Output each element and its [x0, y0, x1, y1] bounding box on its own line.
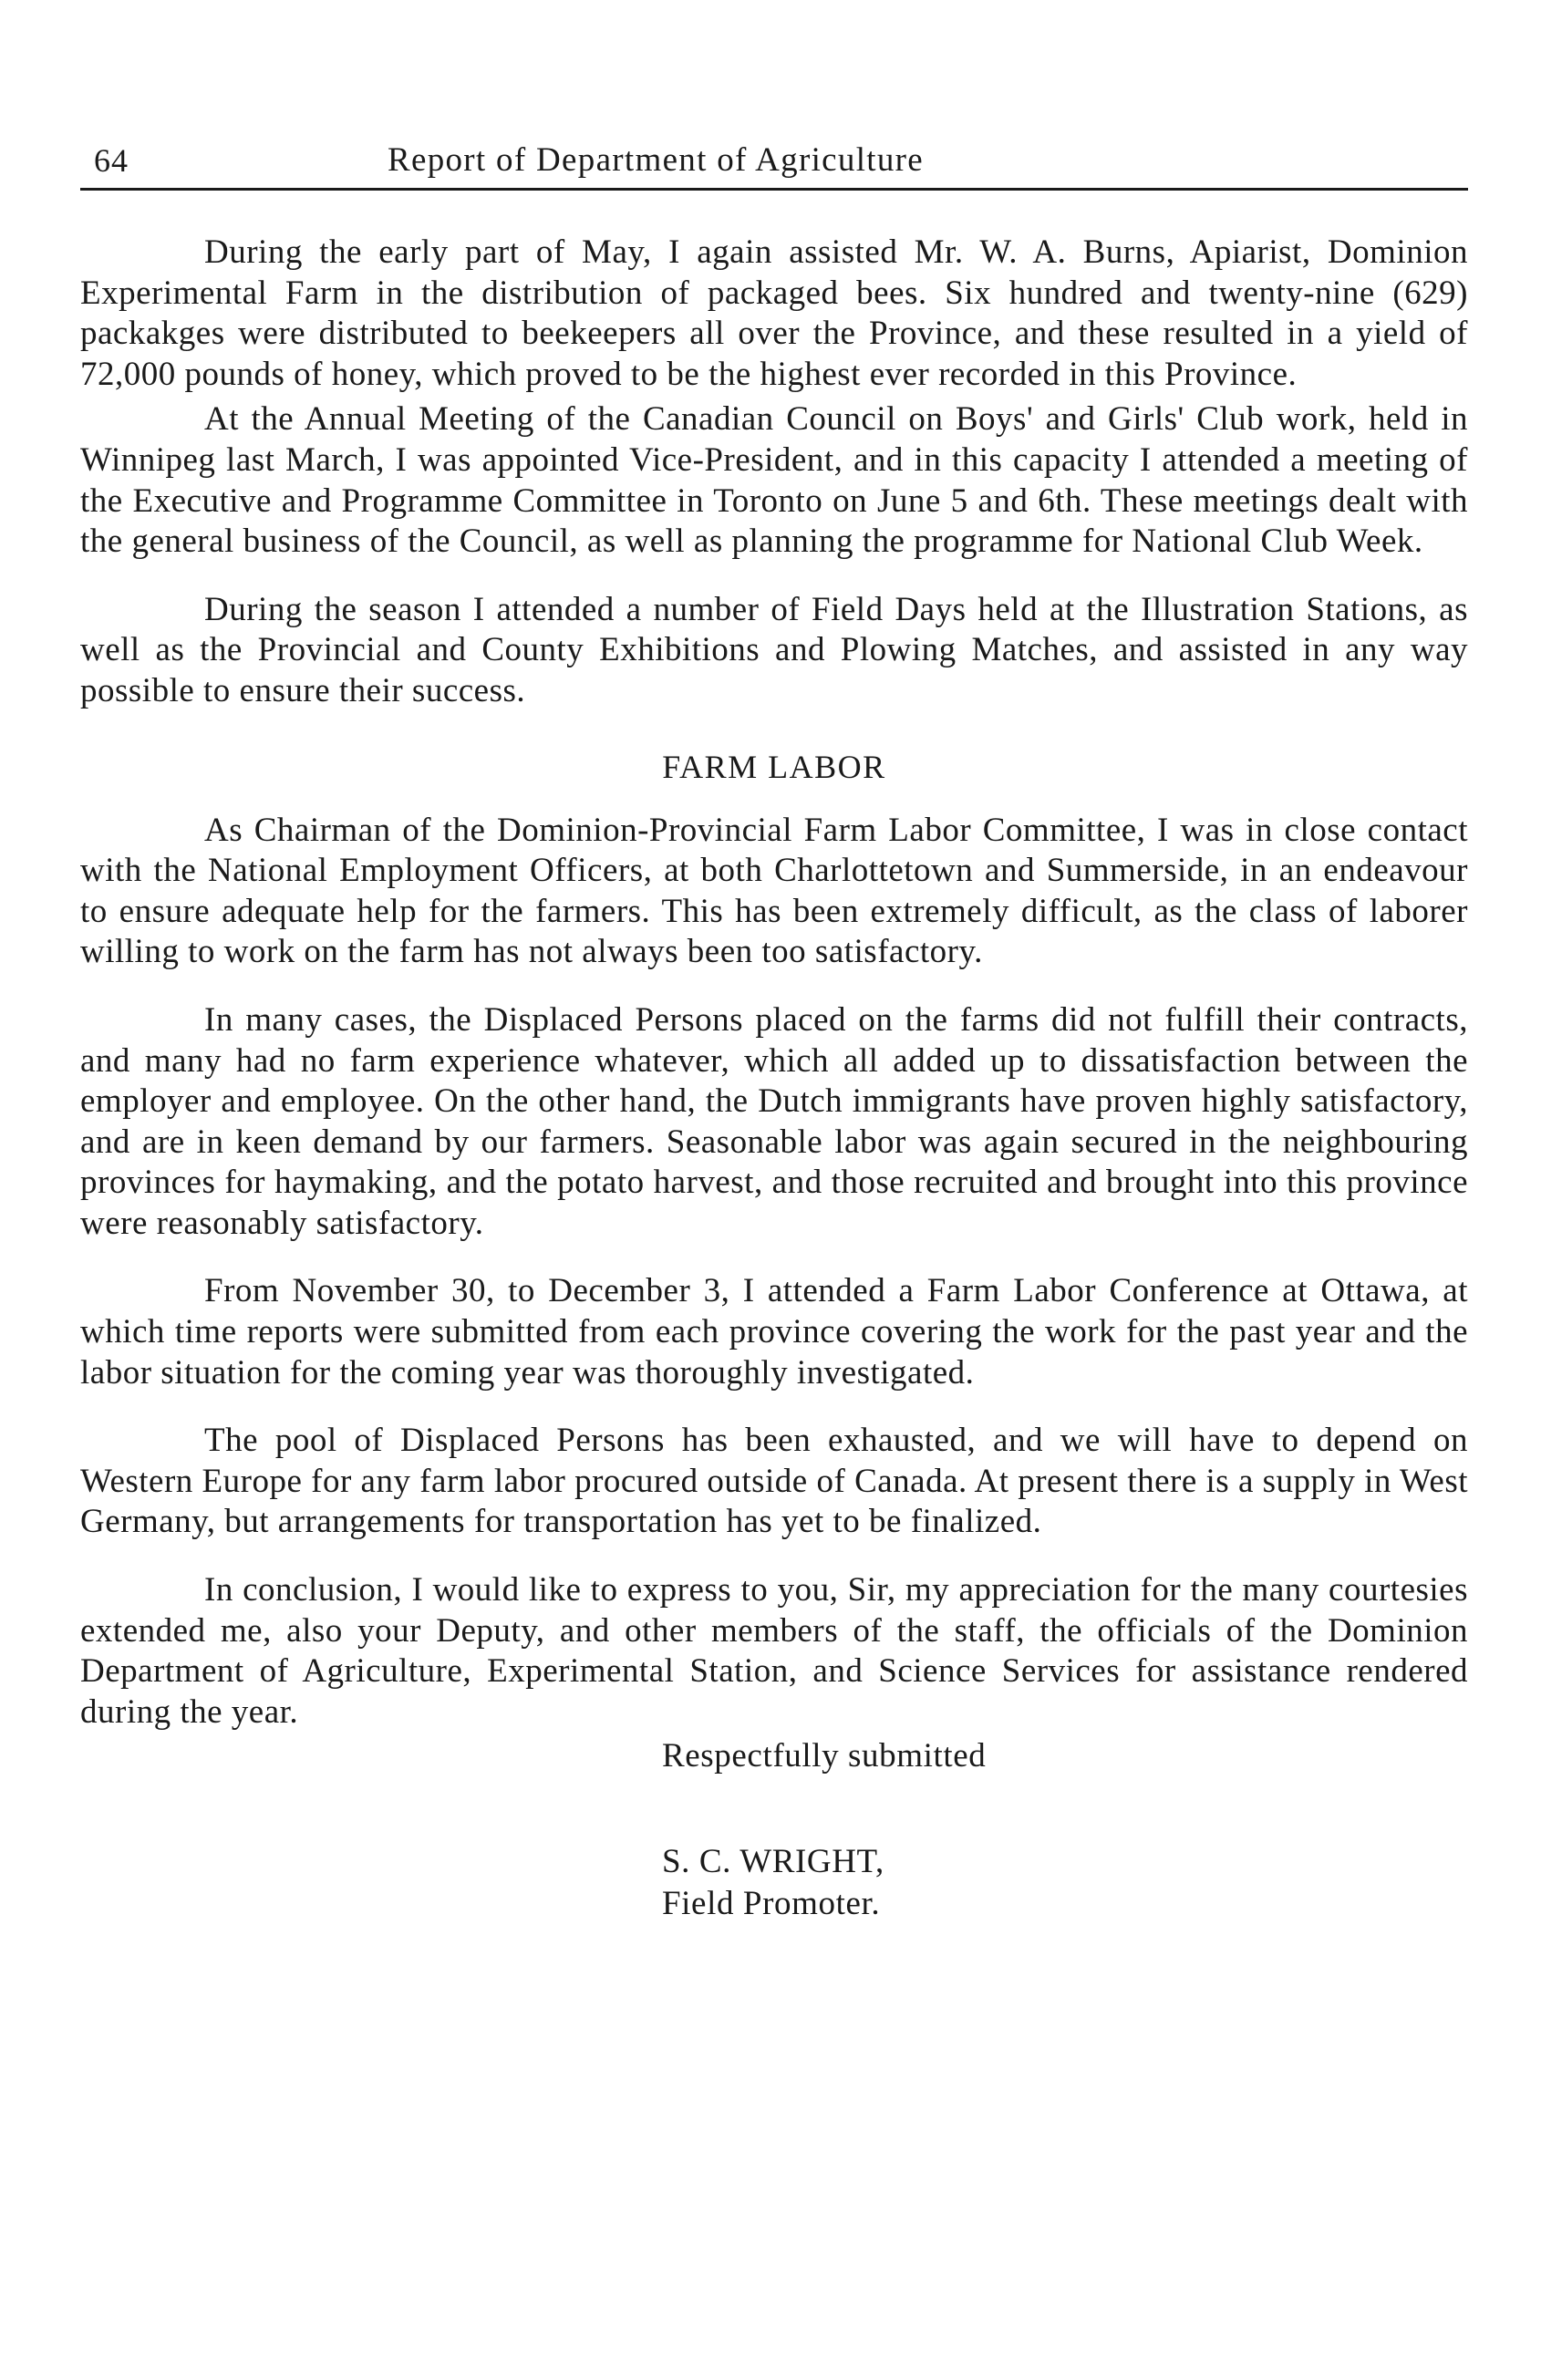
closing-line: Respectfully submitted — [662, 1737, 987, 1775]
page-number: 64 — [94, 142, 129, 179]
paragraph-packaged-bees: During the early part of May, I again assisted Mr. W. A. Burns, Apiarist, Dominion Experimental Farm in the distribution of packaged bees. Six hundred and twenty-nine (629) packakges were distributed to beekeepers all over the Province, and these resulted in a yield of 72,000 pounds of honey, which proved to be the highest ever recorded in this Province. — [80, 233, 1468, 393]
report-body — [80, 233, 1468, 1925]
paragraph-club-work: At the Annual Meeting of the Canadian Council on Boys' and Girls' Club work, held in Winnipeg last March, I was appointed Vice-President, and in this capacity I attended a meeting of the Executive and Programme Committee in Toronto on June 5 and 6th. These meetings dealt with the general business of the Council, as well as planning the programme for National Club Week. — [80, 400, 1468, 561]
paragraph-displaced-persons: In many cases, the Displaced Persons placed on the farms did not fulfill their contracts, and many had no farm experience whatever, which all added up to dissatisfaction between the employer and employee. On the other hand, the Dutch immigrants have proven highly satisfactory, and are in keen demand by our farmers. Seasonable labor was again secured in the neighbouring provinces for haymaking, and the potato harvest, and those recruited and brought into this province were reasonably satisfactory. — [80, 1000, 1468, 1242]
signatory-title: Field Promoter. — [662, 1885, 881, 1923]
page-header — [80, 137, 1468, 191]
section-heading-farm-labor: FARM LABOR — [662, 748, 886, 785]
paragraph-field-days: During the season I attended a number of Field Days held at the Illustration Stations, as well as the Provincial and County Exhibitions and Plowing Matches, and assisted in any way possible to ensure their success. — [80, 590, 1468, 709]
paragraph-conclusion: In conclusion, I would like to express to you, Sir, my appreciation for the many courtesies extended me, also your Deputy, and other members of the staff, the officials of the Dominion Department of Agriculture, Experimental Station, and Science Services for assistance rendered during the year. — [80, 1571, 1468, 1731]
running-title: Report of Department of Agriculture — [388, 141, 924, 179]
paragraph-labor-conference: From November 30, to December 3, I attended a Farm Labor Conference at Ottawa, at which time reports were submitted from each province covering the work for the past year and the labor situation for the coming year was thoroughly investigated. — [80, 1272, 1468, 1392]
paragraph-labor-pool: The pool of Displaced Persons has been exhausted, and we will have to depend on Western Europe for any farm labor procured outside of Canada. At present there is a supply in West Germany, but arrangements for transportation has yet to be finalized. — [80, 1422, 1468, 1541]
signatory-name: S. C. WRIGHT, — [662, 1843, 884, 1881]
paragraph-labor-committee: As Chairman of the Dominion-Provincial Farm Labor Committee, I was in close contact with the National Employment Officers, at both Charlottetown and Summerside, in an endeavour to ensure adequate help for the farmers. This has been extremely difficult, as the class of laborer willing to work on the farm has not always been too satisfactory. — [80, 811, 1468, 971]
